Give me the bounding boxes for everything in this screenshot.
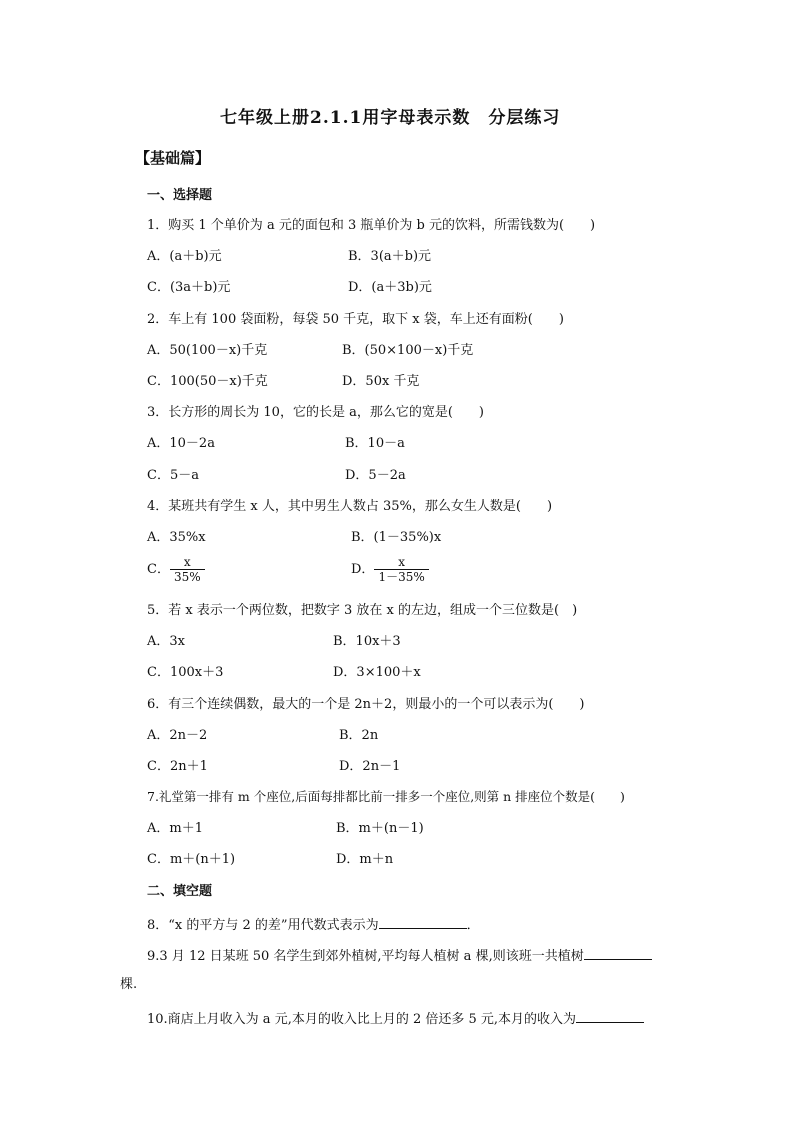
question-6-stem: 6．有三个连续偶数，最大的一个是 2n＋2，则最小的一个可以表示为( ) [147,697,585,712]
question-7-stem: 7.礼堂第一排有 m 个座位,后面每排都比前一排多一个座位,则第 n 排座位个数是( ) [147,789,625,804]
question-6-option-c: C．2n＋1 [147,759,208,774]
question-1-stem: 1．购买 1 个单价为 a 元的面包和 3 瓶单价为 b 元的饮料，所需钱数为( ) [147,218,596,233]
question-3-option-d: D．5－2a [345,468,406,483]
question-1-option-c: C．(3a＋b)元 [147,280,231,295]
question-7-option-b: B．m＋(n－1) [336,821,424,836]
fraction-denominator: 35% [173,570,201,584]
question-10-text: 10.商店上月收入为 a 元,本月的收入比上月的 2 倍还多 5 元,本月的收入为 [147,1012,577,1027]
question-3-stem: 3．长方形的周长为 10，它的长是 a，那么它的宽是( ) [147,405,484,420]
question-8-end: ． [466,918,480,933]
question-8-text: 8．“x 的平方与 2 的差”用代数式表示为 [147,918,379,933]
question-4-option-a: A．35%x [147,530,206,545]
question-9-text: 9.3 月 12 日某班 50 名学生到郊外植树,平均每人植树 a 棵,则该班一共植树 [147,949,584,964]
question-7-option-d: D．m＋n [336,852,394,867]
answer-blank[interactable] [576,1010,644,1023]
question-4-stem: 4．某班共有学生 x 人，其中男生人数占 35%，那么女生人数是( ) [147,499,553,514]
question-5-option-b: B．10x＋3 [333,634,401,649]
question-6-option-b: B．2n [339,728,379,743]
question-10-line-1 [147,1010,644,1026]
question-2-option-d: D．50x 千克 [342,374,420,389]
question-5-option-a: A．3x [147,634,185,649]
section-heading: 【基础篇】 [135,149,211,167]
question-3-option-b: B．10－a [345,436,405,451]
question-4-option-d [351,556,429,583]
question-2-option-b: B．(50×100－x)千克 [342,343,474,358]
question-6-option-d: D．2n－1 [339,759,401,774]
page-title: 七年级上册2.1.1用字母表示数 分层练习 [220,108,561,128]
fraction-denominator: 1－35% [378,570,425,584]
question-2-stem: 2．车上有 100 袋面粉，每袋 50 千克，取下 x 袋，车上还有面粉( ) [147,312,564,327]
question-7-option-c: C．m＋(n＋1) [147,852,236,867]
question-9-line-1 [147,947,652,963]
question-3-option-a: A．10－2a [147,436,215,451]
fraction-numerator: x [374,556,428,570]
option-d-label: D． [351,562,375,577]
option-d-fraction [374,556,428,583]
question-2-option-a: A．50(100－x)千克 [147,343,268,358]
question-5-stem: 5．若 x 表示一个两位数，把数字 3 放在 x 的左边，组成一个三位数是( ) [147,603,578,618]
question-5-option-d: D．3×100＋x [333,665,421,680]
fraction-numerator: x [170,556,205,570]
question-2-option-c: C．100(50－x)千克 [147,374,268,389]
question-7-option-a: A．m＋1 [147,821,203,836]
question-5-option-c: C．100x＋3 [147,665,224,680]
option-c-fraction [170,556,205,583]
question-8 [147,916,480,932]
answer-blank[interactable] [584,947,652,960]
part2-heading: 二、填空题 [147,884,213,899]
question-4-option-b: B．(1－35%)x [351,530,442,545]
question-9-line-2: 棵. [120,977,138,992]
option-c-label: C． [147,562,170,577]
question-3-option-c: C．5－a [147,468,199,483]
question-1-option-b: B．3(a＋b)元 [348,249,432,264]
part1-heading: 一、选择题 [147,188,213,203]
question-1-option-d: D．(a＋3b)元 [348,280,432,295]
question-4-option-c [147,556,205,583]
answer-blank[interactable] [379,916,467,929]
question-1-option-a: A．(a＋b)元 [147,249,222,264]
question-6-option-a: A．2n－2 [147,728,208,743]
